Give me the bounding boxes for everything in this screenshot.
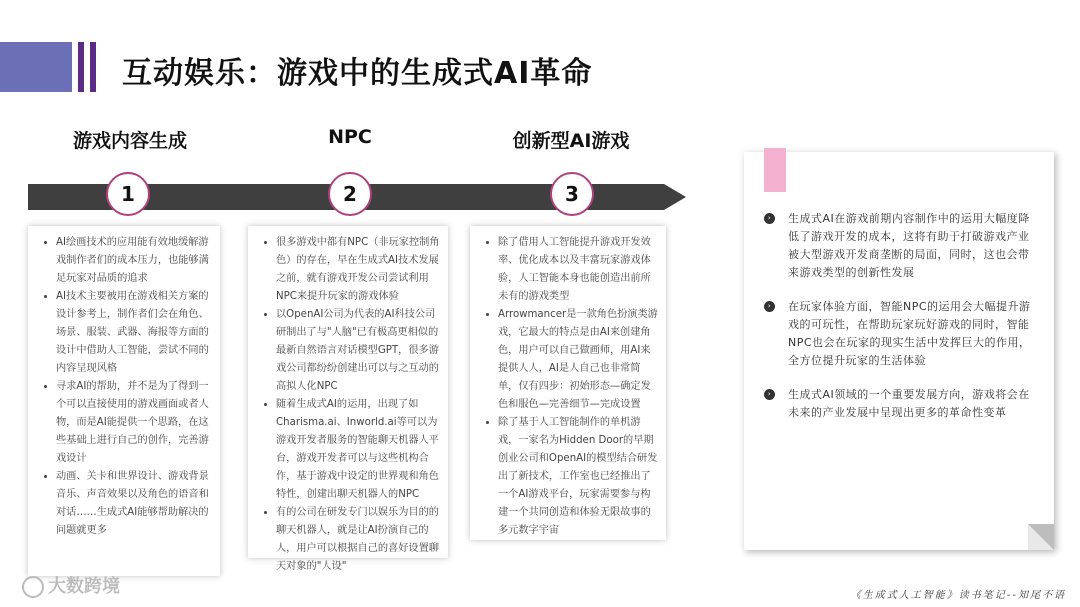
step-circle-1: 1 — [106, 172, 150, 216]
bookmark-tag-icon — [764, 148, 786, 192]
arrow-bullet-icon: › — [764, 213, 775, 224]
footer-caption: 《生成式人工智能》读书笔记--知尾不语 — [850, 590, 1066, 601]
panel-bullet: • 除了借用人工智能提升游戏开发效率、优化成本以及丰富玩家游戏体验，人工智能本身也能创造出前所未有的游戏类型 — [498, 234, 658, 306]
panel-bullet: • Arrowmancer是一款角色扮演类游戏，它最大的特点是由AI来创建角色，用户可以自己做画师，用AI来提供人人，AI是人自己也非常简单，仅有四步：初始形态—确定发色和服色—完善细节—完成设置 — [498, 306, 658, 414]
panel-bullet: • 寻求AI的帮助，并不是为了得到一个可以直接使用的游戏画面或者人物，而是AI能提供一个思路，在这些基础上进行自己的创作，完善游戏设计 — [56, 378, 212, 468]
panel-content-generation — [28, 226, 220, 576]
title-accent-stripe — [90, 42, 96, 92]
panel-bullet: • 很多游戏中都有NPC（非玩家控制角色）的存在，早在生成式AI技术发展之前，就有游戏开发公司尝试利用NPC来提升玩家的游戏体验 — [276, 234, 440, 306]
panel-innovative-ai-games — [470, 226, 666, 540]
column-heading-npc: NPC — [328, 126, 372, 148]
title-accent-stripe — [78, 42, 84, 92]
column-heading-innovative-ai-games: 创新型AI游戏 — [512, 130, 630, 152]
column-heading-content-generation: 游戏内容生成 — [72, 130, 187, 152]
timeline-arrow-head — [664, 184, 686, 210]
note-item: › 生成式AI领域的一个重要发展方向，游戏将会在未来的产业发展中呈现出更多的革命性变革 — [764, 386, 1036, 422]
page-title: 互动娱乐：游戏中的生成式AI革命 — [122, 56, 593, 91]
page-fold-corner — [1028, 524, 1054, 550]
note-item: › 在玩家体验方面，智能NPC的运用会大幅提升游戏的可玩性，在帮助玩家玩好游戏的同时，智能NPC也会在玩家的现实生活中发挥巨大的作用，全方位提升玩家的生活体验 — [764, 298, 1036, 370]
panel-bullet: • 以OpenAI公司为代表的AI科技公司研制出了与"人脑"已有极高更相似的最新自然语言对话模型GPT，很多游戏公司都纷纷创建出可以与之互动的高拟人化NPC — [276, 306, 440, 396]
panel-npc — [248, 226, 448, 572]
logo-icon — [22, 576, 44, 598]
panel-bullet: • 除了基于人工智能制作的单机游戏，一家名为Hidden Door的早期创业公司和OpenAI的模型结合研发出了新技术，工作室也已经推出了一个AI游戏平台，玩家需要参与构建一个共同创造和体验无限故事的多元数字宇宙 — [498, 414, 658, 540]
arrow-bullet-icon: › — [764, 389, 775, 400]
step-circle-3: 3 — [550, 172, 594, 216]
step-circle-2: 2 — [328, 172, 372, 216]
panel-bullet: • AI绘画技术的应用能有效地缓解游戏制作者们的成本压力，也能够满足玩家对品质的追求 — [56, 234, 212, 288]
note-item: › 生成式AI在游戏前期内容制作中的运用大幅度降低了游戏开发的成本，这将有助于打破游戏产业被大型游戏开发商垄断的局面，同时，这也会带来游戏类型的创新性发展 — [764, 210, 1036, 282]
arrow-bullet-icon: › — [764, 301, 775, 312]
title-accent-bar — [0, 42, 72, 92]
summary-note-card — [744, 152, 1054, 550]
panel-bullet: • 有的公司在研发专门以娱乐为目的的聊天机器人，就是让AI扮演自己的人，用户可以根据自己的喜好设置聊天对象的"人设" — [276, 504, 440, 576]
panel-bullet: • 随着生成式AI的运用，出现了如Charisma.ai、Inworld.ai等可以为游戏开发者服务的智能聊天机器人平台，游戏开发者可以与这些机构合作，基于游戏中设定的世界观和角色特性，创建出聊天机器人的NPC — [276, 396, 440, 504]
panel-bullet: • AI技术主要被用在游戏相关方案的设计参考上，制作者们会在角色、场景、服装、武器、海报等方面的设计中借助人工智能，尝试不同的内容呈现风格 — [56, 288, 212, 378]
panel-bullet: • 动画、关卡和世界设计、游戏背景音乐、声音效果以及角色的语音和对话……生成式AI能够帮助解决的问题就更多 — [56, 468, 212, 540]
brand-logo: 大数跨境 — [22, 572, 120, 598]
